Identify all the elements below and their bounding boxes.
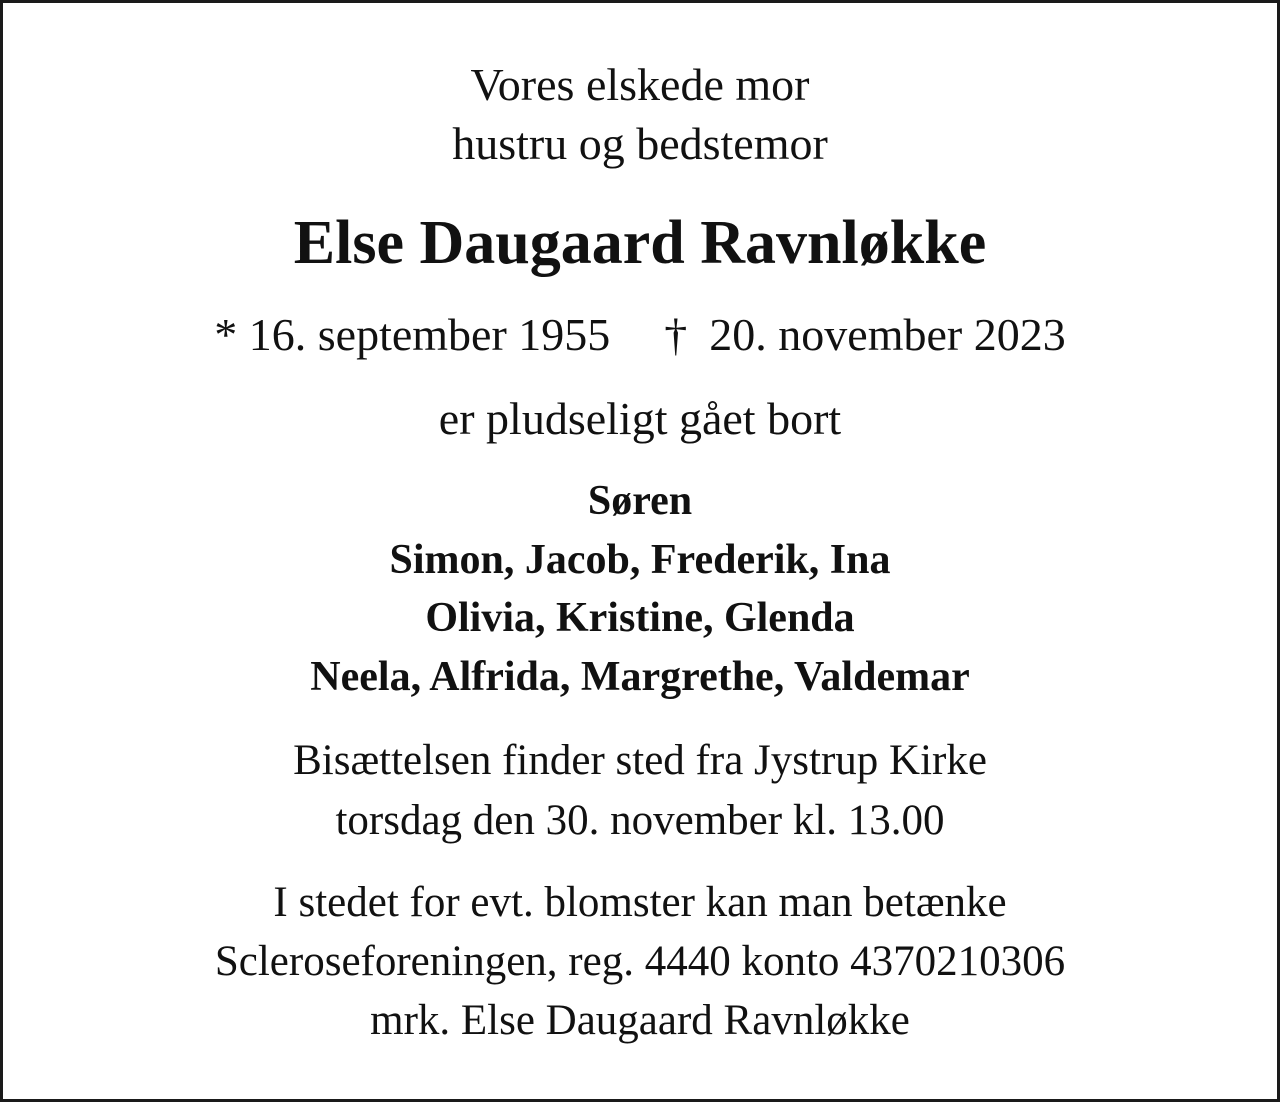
birth-symbol: * bbox=[214, 309, 238, 360]
intro-line-2: hustru og bedstemor bbox=[452, 118, 828, 169]
life-dates bbox=[0, 309, 1280, 360]
family-line-4: Neela, Alfrida, Margrethe, Valdemar bbox=[310, 654, 970, 700]
death-symbol: † bbox=[664, 309, 688, 360]
birth-date: 16. september 1955 bbox=[248, 309, 611, 360]
family-line-3: Olivia, Kristine, Glenda bbox=[425, 595, 855, 641]
family-line-1: Søren bbox=[587, 478, 693, 524]
funeral-line-1: Bisættelsen finder sted fra Jystrup Kirke bbox=[293, 737, 987, 784]
funeral-line-2: torsdag den 30. november kl. 13.00 bbox=[335, 797, 945, 844]
donation-line-2: Scleroseforeningen, reg. 4440 konto 4370210306 bbox=[214, 938, 1066, 985]
donation-line-1: I stedet for evt. blomster kan man betænke bbox=[273, 879, 1007, 926]
donation-line-3: mrk. Else Daugaard Ravnløkke bbox=[370, 997, 910, 1044]
deceased-name: Else Daugaard Ravnløkke bbox=[293, 209, 987, 277]
family-line-2: Simon, Jacob, Frederik, Ina bbox=[389, 537, 891, 583]
death-date: 20. november 2023 bbox=[709, 309, 1066, 360]
intro-line-1: Vores elskede mor bbox=[470, 59, 810, 110]
announcement-text: er pludseligt gået bort bbox=[438, 393, 842, 444]
